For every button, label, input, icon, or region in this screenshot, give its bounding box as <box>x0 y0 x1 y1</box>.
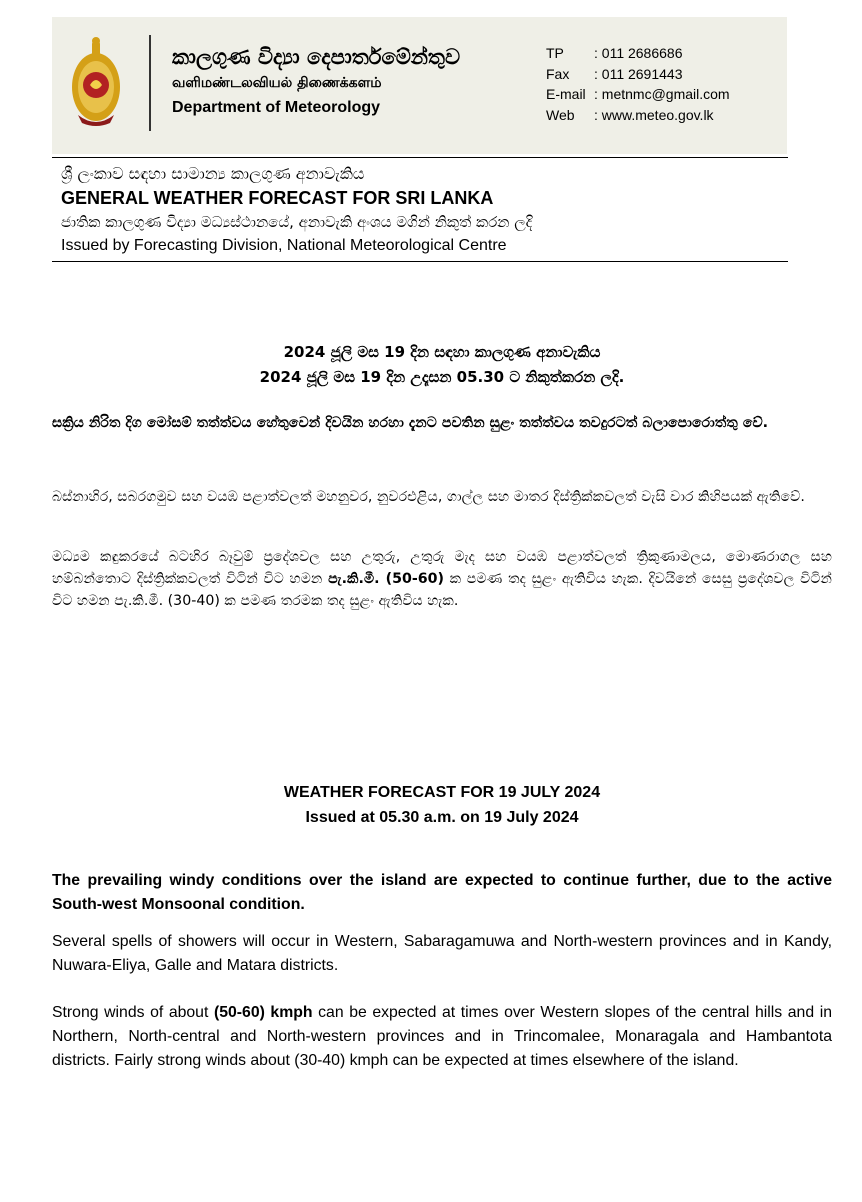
contact-row-email <box>546 84 730 105</box>
contact-row-web <box>546 105 730 126</box>
contact-value: : 011 2691443 <box>594 65 683 82</box>
contact-row-tp <box>546 43 730 64</box>
english-paragraph-2: Several spells of showers will occur in Western, Sabaragamuwa and North-western provinces and in Kandy, Nuwara-Eliya, Galle and Matara districts. <box>52 933 832 974</box>
english-forecast-heading <box>52 780 832 830</box>
sinhala-heading-line2: 2024 ජූලි මස 19 දින උදෑසන 05.30 ට නිකුත්කරන ලදි. <box>259 368 625 386</box>
issued-by-english: Issued by Forecasting Division, National Meteorological Centre <box>61 237 507 254</box>
contact-label: Web <box>546 106 575 123</box>
contact-label: Fax <box>546 65 570 82</box>
sri-lanka-emblem-icon <box>70 35 122 127</box>
english-paragraph-3 <box>52 1001 832 1073</box>
sinhala-paragraph-2: බස්නාහිර, සබරගමුව සහ වයඹ පළාත්වලත් මහනුවර, නුවරඑළිය, ගාල්ල සහ මාතර දිස්ත්‍රික්කවලත් වැසි වාර කිහිපයක් ඇතිවේ. <box>52 489 805 505</box>
contact-label: TP <box>546 45 564 61</box>
dept-name-sinhala: කාලගුණ විද්‍යා දෙපාර්තමේන්තුව <box>172 45 461 69</box>
english-heading-line1: WEATHER FORECAST FOR 19 JULY 2024 <box>283 784 601 801</box>
english-heading-line2: Issued at 05.30 a.m. on 19 July 2024 <box>305 809 579 826</box>
dept-name-english: Department of Meteorology <box>172 99 381 116</box>
title-english: GENERAL WEATHER FORECAST FOR SRI LANKA <box>61 188 494 208</box>
title-sinhala: ශ්‍රී ලංකාව සඳහා සාමාන්‍ය කාලගුණ අනාවැකිය <box>61 164 365 183</box>
english-para3-wind-speed: (50-60) kmph <box>213 1004 313 1021</box>
letterhead <box>52 17 787 154</box>
sinhala-paragraph-1: සක්‍රිය නිරිත දිග මෝසම් තත්ත්වය හේතුවෙන් දිවයින හරහා දැනට පවතින සුළං තත්ත්වය තවදුරටත් බලාපොරොත්තු වේ. <box>52 415 769 431</box>
contact-value: : 011 2686686 <box>594 45 683 61</box>
sinhala-heading-line1: 2024 ජූලි මස 19 දින සඳහා කාලගුණ අනාවැකිය <box>283 343 601 361</box>
issued-by-sinhala: ජාතික කාලගුණ විද්‍යා මධ්‍යස්ථානයේ, අනාවැකි අංශය මගින් නිකුත් කරන ලදි <box>61 213 533 231</box>
dept-name-tamil: வளிமண்டலவியல் திணைக்களம் <box>172 75 382 91</box>
sinhala-para3-text: මධ්‍යම කඳුකරයේ බටහිර බෑවුම් ප්‍රදේශවල සහ උතුරු, උතුරු මැද සහ වයඹ පළාත්වලත් ත්‍රිකුණාමලය, මොණරාගල සහ හම්බන්තොට දිස්ත්‍රික්කවලත් විටින් විට හමන <box>52 549 832 587</box>
sinhala-forecast-heading <box>52 340 832 390</box>
forecast-title-block <box>52 157 788 262</box>
english-para3-text-cont: can be expected at times over Western slopes of the central hills and in Northern, North-central and North-western provinces and in Trincomalee, Monaragala and Hambantota districts. Fairly strong winds about (30-40) kmph can be expected at times elsewhere of the island. <box>52 1004 832 1069</box>
sinhala-para3-wind-speed: පැ.කි.මී. (50-60) <box>328 571 444 587</box>
contact-value: : metnmc@gmail.com <box>594 86 730 102</box>
contact-row-fax <box>546 64 730 85</box>
contact-label: E-mail <box>546 86 586 102</box>
contact-value: : www.meteo.gov.lk <box>594 106 714 123</box>
english-para3-text: Strong winds of about <box>52 1004 214 1021</box>
department-name-block <box>172 43 460 121</box>
sinhala-paragraph-3 <box>52 546 832 612</box>
header-divider <box>149 35 151 131</box>
sinhala-para3-text-cont: ක පමණ තද සුළං ඇතිවිය හැක. දිවයිනේ සෙසු ප්‍රදේශවල විටින් විට හමන පැ.කි.මී. (30-40) ක පමණ තරමක තද සුළං ඇතිවිය හැක. <box>52 571 832 609</box>
contact-details <box>546 43 730 125</box>
english-paragraph-1: The prevailing windy conditions over the island are expected to continue further, due to the active South-west Monsoonal condition. <box>52 872 832 913</box>
